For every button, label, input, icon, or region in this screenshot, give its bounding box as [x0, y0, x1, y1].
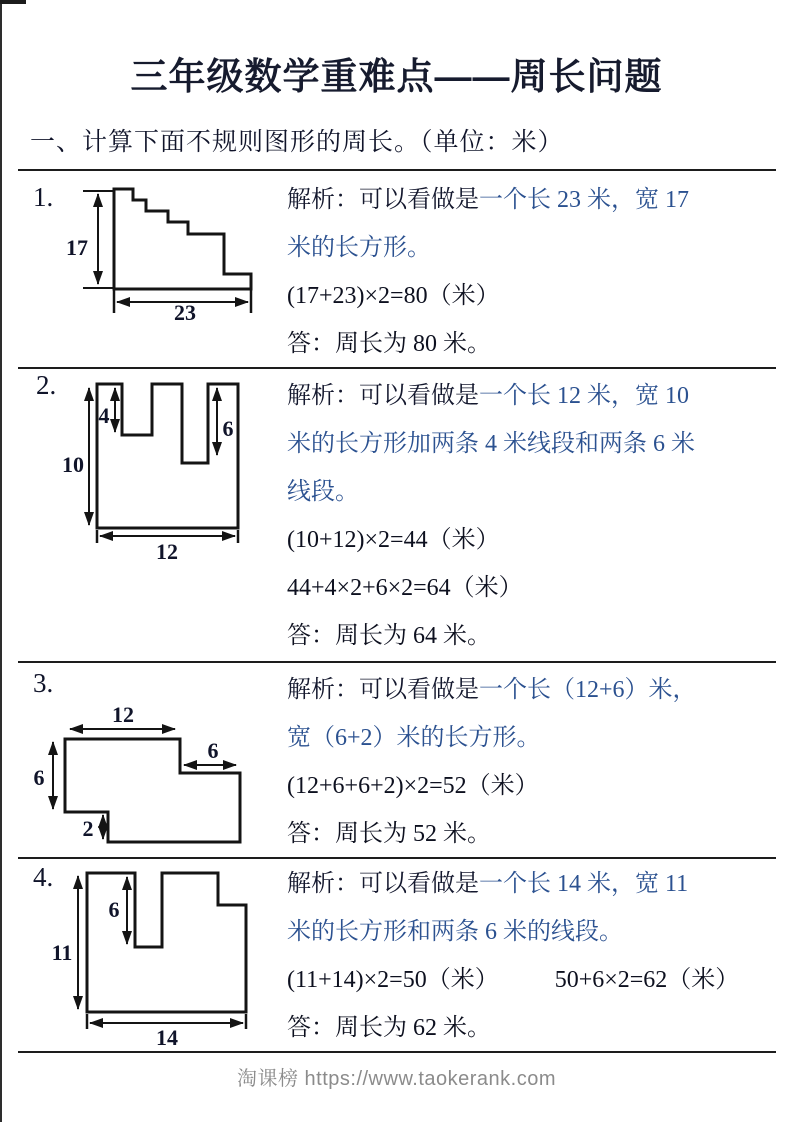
fig2-left-label: 10 [62, 452, 84, 477]
analysis-highlight: 一个长 12 米，宽 10 [479, 383, 689, 409]
analysis-line: 宽（6+2）米的长方形。 [287, 725, 541, 751]
fig3-top-label: 12 [112, 702, 134, 727]
problem-2-solution [287, 372, 787, 660]
page-title: 三年级数学重难点——周长问题 [130, 56, 663, 97]
equation-part: 50+6×2=62（米） [554, 967, 740, 993]
analysis-highlight: 一个长 23 米，宽 17 [479, 187, 689, 213]
analysis-prefix: 解析：可以看做是 [287, 677, 479, 703]
problem-3-solution [287, 666, 787, 858]
figure-4-slot-shape [50, 865, 260, 1050]
analysis-highlight: 一个长（12+6）米， [479, 677, 697, 703]
fig4-slot-label: 6 [108, 897, 120, 922]
equation-line: (10+12)×2=44（米） [287, 527, 500, 553]
fig2-bottom-label: 12 [156, 539, 178, 564]
analysis-prefix: 解析：可以看做是 [287, 187, 479, 213]
analysis-line [287, 176, 787, 224]
fig3-step-label: 2 [82, 816, 94, 841]
equation-line: (12+6+6+2)×2=52（米） [287, 773, 539, 799]
equation-part: (11+14)×2=50（米） [287, 967, 499, 993]
equation-line: (17+23)×2=80（米） [287, 283, 500, 309]
figure-3-step-shape [30, 690, 255, 855]
analysis-line: 米的长方形。 [287, 235, 431, 261]
answer-line: 答：周长为 80 米。 [287, 331, 491, 357]
fig1-height-label: 17 [66, 235, 88, 260]
row-divider [18, 169, 776, 171]
section-heading: 一、计算下面不规则图形的周长。（单位：米） [30, 129, 564, 156]
footer-watermark: 淘课榜 https://www.taokerank.com [236, 1068, 557, 1090]
analysis-line [287, 860, 787, 908]
figure-1-staircase [55, 180, 265, 328]
row-divider [18, 661, 776, 663]
analysis-line [287, 372, 787, 420]
fig1-width-label: 23 [174, 300, 196, 325]
problem-2-number: 2. [36, 370, 57, 400]
equation-line [287, 956, 787, 1004]
problem-1-solution [287, 176, 787, 368]
scan-left-edge-line [0, 0, 2, 1122]
problem-4-number: 4. [33, 862, 54, 892]
answer-line: 答：周长为 62 米。 [287, 1015, 491, 1041]
equation-line: 44+4×2+6×2=64（米） [287, 575, 523, 601]
fig3-right-label: 6 [207, 738, 219, 763]
problem-4-solution [287, 860, 787, 1052]
analysis-highlight: 一个长 14 米，宽 11 [479, 871, 689, 897]
analysis-line: 米的长方形加两条 4 米线段和两条 6 米 [287, 431, 695, 457]
problem-3-number: 3. [33, 668, 54, 698]
analysis-line [287, 666, 787, 714]
fig4-left-label: 11 [51, 940, 73, 965]
scan-corner-artifact [0, 0, 26, 4]
answer-line: 答：周长为 52 米。 [287, 821, 491, 847]
analysis-line: 米的长方形和两条 6 米的线段。 [287, 919, 623, 945]
analysis-prefix: 解析：可以看做是 [287, 383, 479, 409]
fig3-left-label: 6 [33, 765, 45, 790]
problem-1-number: 1. [33, 182, 54, 212]
answer-line: 答：周长为 64 米。 [287, 623, 491, 649]
fig2-notch-left-label: 4 [98, 403, 110, 428]
analysis-line: 线段。 [287, 479, 359, 505]
figure-2-comb-shape [60, 375, 260, 563]
analysis-prefix: 解析：可以看做是 [287, 871, 479, 897]
fig2-notch-right-label: 6 [222, 416, 234, 441]
fig4-bottom-label: 14 [156, 1025, 178, 1050]
